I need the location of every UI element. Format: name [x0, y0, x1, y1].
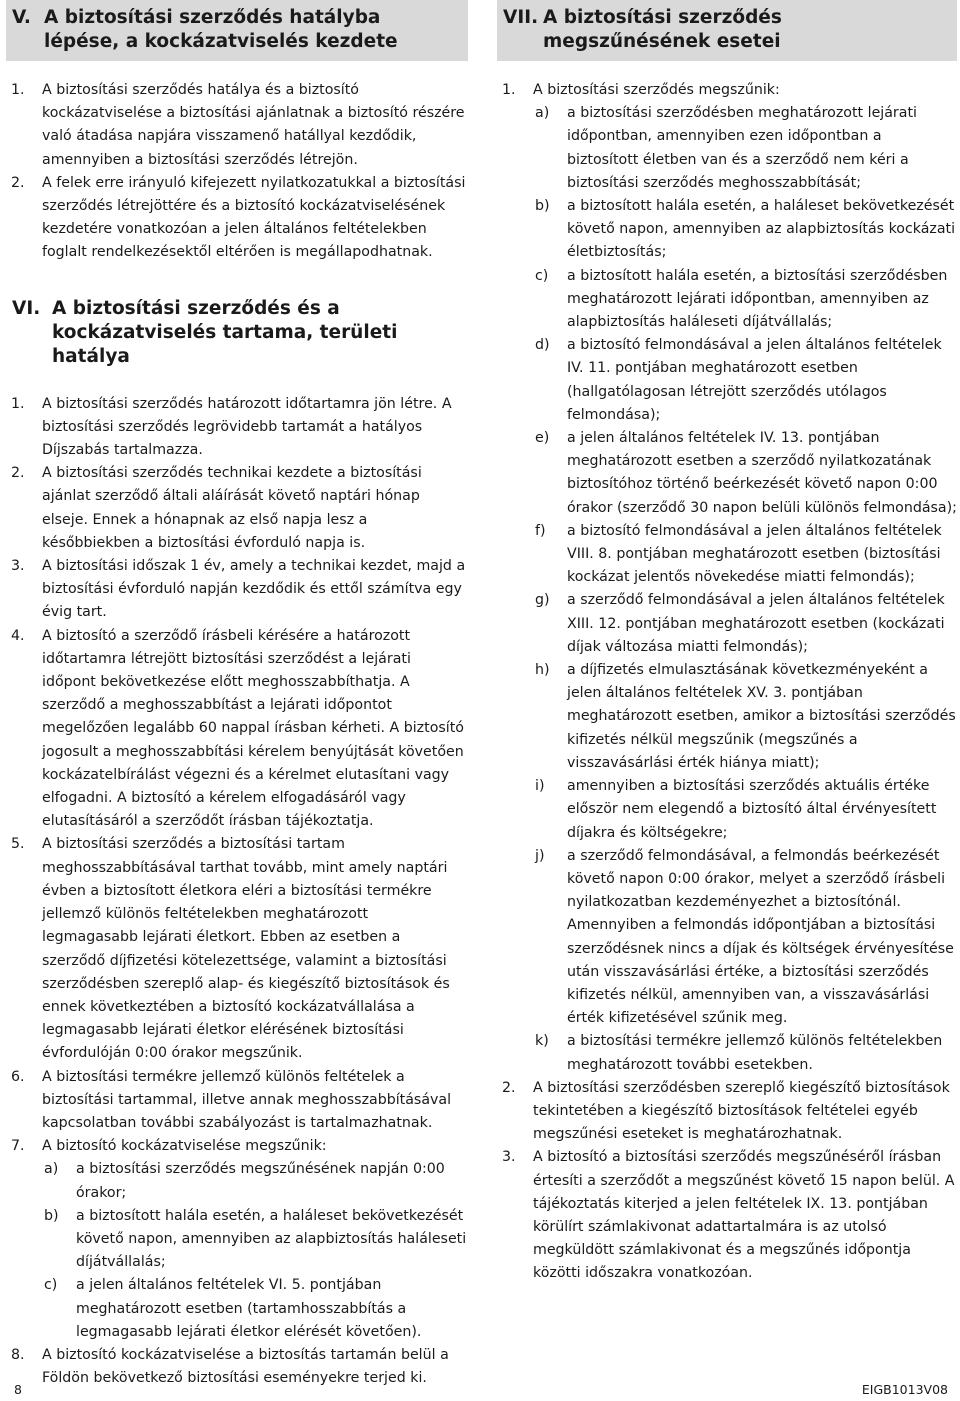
sub-item-letter: d) — [535, 337, 550, 354]
item-text: A biztosítási szerződés a biztosítási tartam meghosszabbításával tarthat tovább, mint amely naptári évben a biztosított életkora eléri a biztosítási termékre jellemző különös feltételekben meghatározott legmagasabb lejárati életkort. Ebben az esetben a szerződő díjfizetési kötelezettsége, valamint a biztosítási szerződésben szereplő alap- és kiegészítő biztosítások és ennek következtében a biztosító kockázatvállalása a legmagasabb lejárati életkor elérésének biztosítási évfordulóján 0:00 órakor megszűnik. — [42, 836, 450, 1062]
document-code: EIGB1013V08 — [861, 1382, 948, 1397]
sub-item-letter: h) — [535, 662, 550, 679]
item-text: A biztosítási termékre jellemző különös feltételek a biztosítási tartammal, illetve annak meghosszabbításával kapcsolatban további szabályozást is tartalmazhatnak. — [42, 1068, 452, 1131]
sub-item-text: a jelen általános feltételek VI. 5. pontjában meghatározott esetben (tartamhosszabbítás a legmagasabb lejárati életkor elérését követően). — [76, 1277, 422, 1340]
sub-item-letter: a) — [535, 105, 550, 122]
item-number: 1. — [11, 395, 25, 412]
sub-item-letter: a) — [44, 1161, 59, 1178]
page-number: 8 — [14, 1382, 22, 1397]
sub-item-letter: b) — [44, 1207, 59, 1224]
item-text: A biztosítási szerződés hatálya és a biztosító kockázatviselése a biztosítási ajánlatnak a biztosító részére való átadása napjára visszamenő hatállyal kezdődik, amennyiben a biztosítási szerződés létrejön. — [42, 82, 465, 168]
section-number: V. — [12, 7, 31, 28]
sub-item — [533, 195, 957, 265]
section-vi-items — [6, 393, 468, 1391]
item-number: 4. — [11, 627, 25, 644]
sub-item-letter: g) — [535, 592, 550, 609]
section-heading-vii — [497, 0, 957, 61]
section-heading-vi — [6, 291, 468, 376]
sub-item-letter: e) — [535, 430, 550, 447]
item-number: 3. — [502, 1149, 516, 1166]
list-item — [6, 555, 468, 625]
sub-item-text: a biztosított halála esetén, a haláleset bekövetkezését követő napon, amennyiben az alapbiztosítás haláleseti díjátvállalás; — [76, 1207, 467, 1271]
section-number: VII. — [503, 7, 539, 28]
list-item — [6, 79, 468, 172]
sub-list — [42, 1158, 468, 1344]
sub-item-letter: i) — [535, 778, 545, 795]
sub-item-text: a biztosítási szerződésben meghatározott lejárati időpontban, amennyiben ezen időpontban a biztosított életben van és a szerződő nem kéri a biztosítási szerződés meghosszabbítását; — [567, 105, 917, 191]
sub-item-letter: j) — [535, 847, 545, 864]
sub-item — [533, 1030, 957, 1076]
sub-item-text: a díjfizetés elmulasztásának következményeként a jelen általános feltételek XV. 3. pontjában meghatározott esetben, amikor a biztosítási szerződés kifizetés nélkül megszűnik (megszűnés a visszavásárlási érték hiánya miatt); — [567, 662, 956, 771]
item-text: A biztosítási szerződésben szereplő kiegészítő biztosítások tekintetében a kiegészítő biztosítások feltételei egyéb megszűnési eseteket is meghatározhatnak. — [533, 1079, 950, 1143]
sub-item-text: a biztosítási termékre jellemző különös feltételekben meghatározott további esetekben. — [567, 1033, 943, 1073]
list-item — [497, 1146, 957, 1285]
sub-item-text: a biztosított halála esetén, a biztosítási szerződésben meghatározott lejárati időpontban, amennyiben az alapbiztosítás haláleseti díjátvállalás; — [567, 267, 948, 331]
section-title: A biztosítási szerződés hatályba lépése, a kockázatviselés kezdete — [44, 7, 398, 52]
sub-item — [42, 1158, 468, 1204]
item-text: A biztosítási időszak 1 év, amely a technikai kezdet, majd a biztosítási évforduló napján kezdődik és ettől számítva egy évig tart. — [42, 558, 466, 621]
item-text: A biztosító kockázatviselése a biztosítás tartamán belül a Földön bekövetkező biztosítási eseményekre terjed ki. — [42, 1346, 449, 1387]
item-number: 7. — [11, 1138, 25, 1155]
right-column — [497, 0, 957, 1286]
sub-item — [533, 520, 957, 590]
item-number: 1. — [11, 82, 25, 98]
item-text: A biztosítási szerződés technikai kezdete a biztosítási ajánlat szerződő általi aláírását követő naptári hónap elseje. Ennek a hónapnak az első napja lesz a későbbiekben a biztosítási évforduló napja is. — [42, 465, 422, 551]
item-text: A biztosítási szerződés megszűnik: — [533, 82, 780, 98]
sub-item — [42, 1274, 468, 1344]
item-body — [533, 79, 957, 1077]
sub-item-letter: c) — [44, 1277, 58, 1294]
item-body — [42, 1135, 468, 1344]
section-vii-items — [497, 79, 957, 1286]
item-text: A biztosító kockázatviselése megszűnik: — [42, 1138, 327, 1155]
list-item — [497, 79, 957, 1077]
section-title: A biztosítási szerződés és a kockázatviselés tartama, területi hatálya — [52, 297, 398, 367]
list-item — [6, 1066, 468, 1136]
sub-item — [533, 334, 957, 427]
item-number: 8. — [11, 1346, 25, 1363]
sub-item — [533, 659, 957, 775]
sub-item-text: a biztosító felmondásával a jelen általános feltételek VIII. 8. pontjában meghatározott esetben (biztosítási kockázat jelentős növekedése miatti felmondás); — [567, 522, 942, 586]
sub-item-text: a szerződő felmondásával, a felmondás beérkezését követő napon 0:00 órakor, melyet a szerződő írásbeli nyilatkozatban kezdeményezhet a biztosítónál. Amennyiben a felmondás időpontjában a biztosítási szerződésnek nincs a díjak és költségek érvényesítése után visszavásárlási értéke, a biztosítási szerződés kifizetés nélkül, amennyiben van, a visszavásárlási érték kifizetésével szűnik meg. — [567, 847, 954, 1027]
item-number: 1. — [502, 82, 516, 98]
sub-item-letter: k) — [535, 1033, 549, 1050]
item-text: A biztosítási szerződés határozott időtartamra jön létre. A biztosítási szerződés legrövidebb tartamát a hatályos Díjszabás tartalmazza. — [42, 395, 452, 459]
item-number: 2. — [11, 465, 25, 482]
item-number: 5. — [11, 836, 25, 853]
sub-item-letter: b) — [535, 198, 550, 215]
section-v-items — [6, 79, 468, 265]
sub-item-letter: c) — [535, 267, 549, 284]
section-heading-v — [6, 0, 468, 61]
list-item — [497, 1077, 957, 1147]
item-number: 3. — [11, 558, 25, 575]
item-number: 2. — [11, 174, 25, 191]
sub-item-text: a szerződő felmondásával a jelen általános feltételek XIII. 12. pontjában meghatározott esetben (kockázati díjak változása miatti felmondás); — [567, 592, 945, 655]
sub-item — [533, 845, 957, 1031]
list-item — [6, 172, 468, 265]
item-text: A biztosító a szerződő írásbeli kérésére a határozott időtartamra létrejött biztosítási szerződést a lejárati időpont bekövetkezése előtt meghosszabbíthatja. A szerződő a meghosszabbítást a lejárati időpontot megelőzően legalább 60 nappal írásban kérheti. A biztosító jogosult a meghosszabbítási kérelem benyújtását követően kockázatelbírálást végezni és a kérelmet elutasítani vagy elfogadni. A biztosító a kérelem elfogadásáról vagy elutasításáról a szerződőt írásban tájékoztatja. — [42, 627, 464, 830]
item-number: 6. — [11, 1068, 25, 1085]
section-number: VI. — [12, 297, 41, 319]
item-text: A felek erre irányuló kifejezett nyilatkozatukkal a biztosítási szerződés létrejöttére és a biztosító kockázatviselésének kezdetére vonatkozóan a jelen általános feltételekben foglalt rendelkezésektől eltérően is megállapodhatnak. — [42, 174, 466, 261]
left-column — [6, 0, 468, 1390]
sub-item-letter: f) — [535, 522, 546, 539]
sub-item — [533, 775, 957, 845]
list-item — [6, 1135, 468, 1344]
list-item — [6, 393, 468, 463]
sub-item-text: a jelen általános feltételek IV. 13. pontjában meghatározott esetben a szerződő nyilatkozatának biztosítóhoz történő beérkezését követő napon 0:00 órakor (szerződő 30 napon belüli különös felmondása); — [567, 430, 957, 516]
sub-item — [533, 427, 957, 520]
sub-list — [533, 102, 957, 1077]
sub-item-text: a biztosított halála esetén, a haláleset bekövetkezését követő napon, amennyiben az alapbiztosítás kockázati életbiztosítás; — [567, 198, 956, 261]
list-item — [6, 1344, 468, 1390]
sub-item — [42, 1205, 468, 1275]
item-number: 2. — [502, 1079, 516, 1096]
sub-item — [533, 102, 957, 195]
section-title: A biztosítási szerződés megszűnésének esetei — [543, 7, 782, 52]
sub-item-text: a biztosító felmondásával a jelen általános feltételek IV. 11. pontjában meghatározott esetben (hallgatólagosan létrejött szerződés utólagos felmondása); — [567, 337, 942, 423]
sub-item — [533, 265, 957, 335]
sub-item-text: amennyiben a biztosítási szerződés aktuális értéke először nem elegendő a biztosító által érvényesített díjakra és költségekre; — [567, 778, 937, 841]
list-item — [6, 625, 468, 834]
sub-item — [533, 589, 957, 659]
item-text: A biztosító a biztosítási szerződés megszűnéséről írásban értesíti a szerződőt a megszűnést követő 15 napon belül. A tájékoztatás kiterjed a jelen feltételek IX. 13. pontjában körülírt számlakivonat adattartalmára is az utolsó megküldött számlakivonat és a megszűnés időpontja közötti időszakra vonatkozóan. — [533, 1149, 955, 1282]
list-item — [6, 833, 468, 1065]
list-item — [6, 462, 468, 555]
sub-item-text: a biztosítási szerződés megszűnésének napján 0:00 órakor; — [76, 1161, 445, 1201]
